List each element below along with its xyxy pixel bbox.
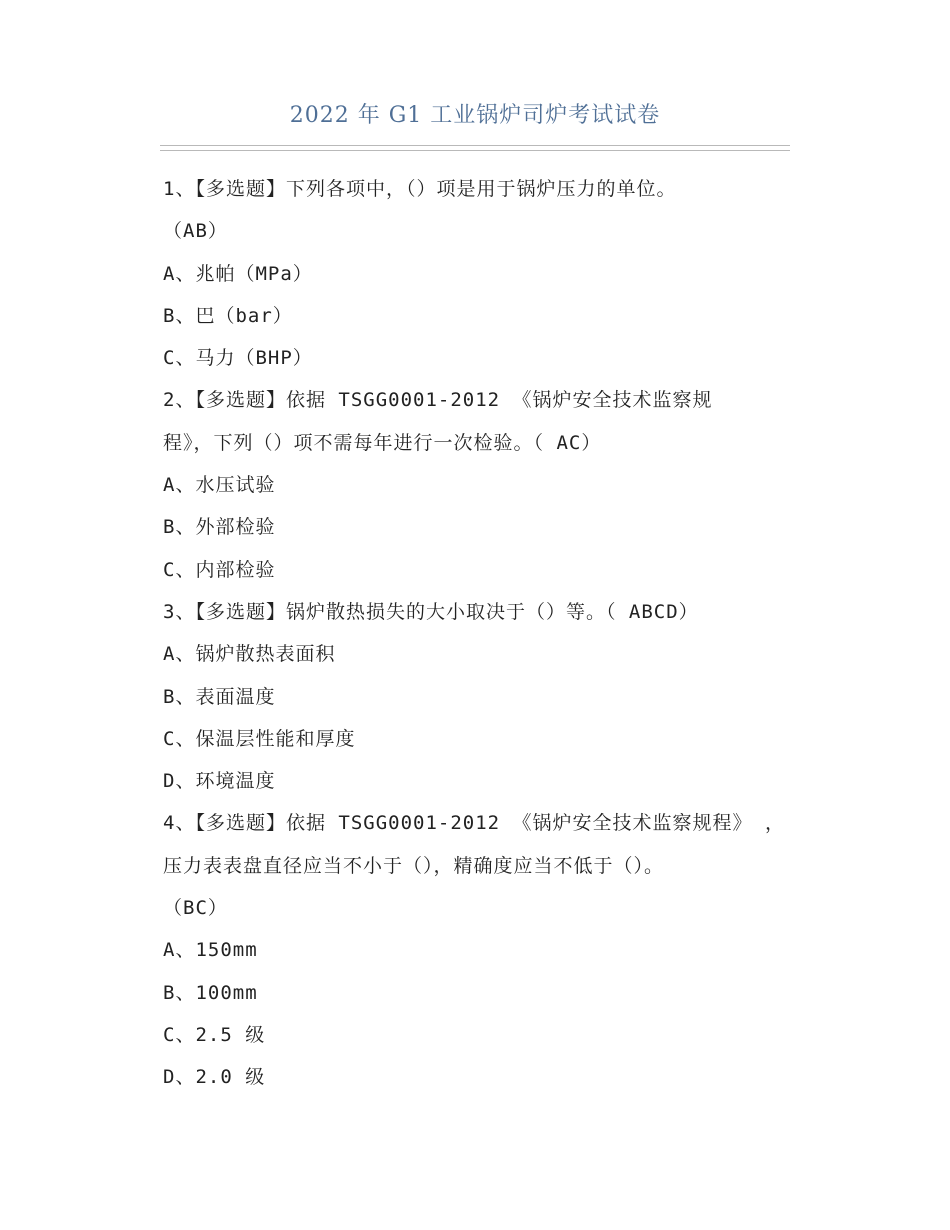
option-d: D、2.0 级 [163, 1066, 266, 1089]
option-c: C、马力（BHP） [163, 347, 313, 370]
question-text-line: 3、【多选题】锅炉散热损失的大小取决于（）等。（ ABCD） [163, 600, 699, 623]
option-a: A、水压试验 [163, 474, 276, 497]
question-3 [163, 591, 803, 802]
title-divider [160, 145, 790, 151]
option-c: C、2.5 级 [163, 1023, 266, 1046]
question-1 [163, 168, 803, 379]
option-c: C、保温层性能和厚度 [163, 727, 356, 750]
question-answer-line: （BC） [163, 897, 228, 920]
question-text-line: 压力表表盘直径应当不小于（），精确度应当不低于（）。 [163, 854, 665, 877]
question-4 [163, 802, 803, 1098]
question-list [163, 168, 803, 1099]
question-text-line: 程》，下列（）项不需每年进行一次检验。（ AC） [163, 431, 602, 454]
option-b: B、巴（bar） [163, 304, 293, 327]
question-text-line: 4、【多选题】依据 TSGG0001-2012 《锅炉安全技术监察规程》 ， [163, 812, 785, 835]
option-b: B、外部检验 [163, 516, 276, 539]
question-answer-line: （AB） [163, 220, 228, 243]
option-c: C、内部检验 [163, 558, 276, 581]
option-a: A、兆帕（MPa） [163, 262, 313, 285]
question-text-line: 1、【多选题】下列各项中，（）项是用于锅炉压力的单位。 [163, 178, 677, 200]
question-text-line: 2、【多选题】依据 TSGG0001-2012 《锅炉安全技术监察规 [163, 389, 713, 412]
option-a: A、锅炉散热表面积 [163, 643, 336, 666]
page-title: 2022 年 G1 工业锅炉司炉考试试卷 [289, 103, 661, 128]
option-a: A、150mm [163, 939, 258, 962]
option-b: B、表面温度 [163, 685, 276, 708]
option-b: B、100mm [163, 981, 258, 1004]
option-d: D、环境温度 [163, 770, 276, 793]
question-2 [163, 379, 803, 590]
